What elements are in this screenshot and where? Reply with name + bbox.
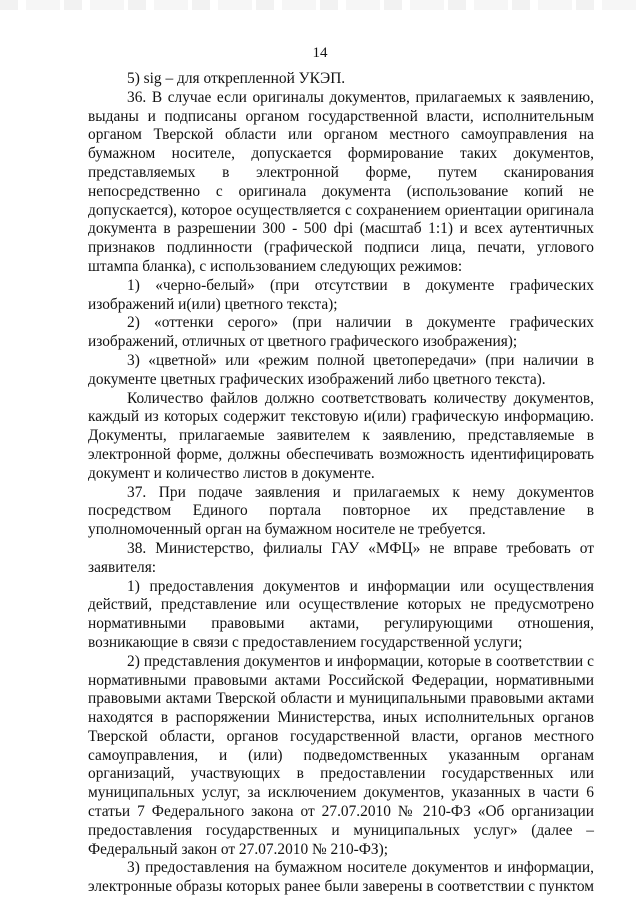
paragraph: 2) представления документов и информации, которые в соответствии с нормативными правовыми актами Российской Федерации, нормативными правовыми актами Тверской области и муниципальными правовыми актами находятся в распоряжении Министерства, иных исполнительных органов Тверской области, органов государственной власти, органов местного самоуправления, и (или) подведомственных указанным органам организаций, участвующих в предоставлении государственных или муниципальных услуг, за исключением документов, указанных в части 6 статьи 7 Федерального закона от 27.07.2010 № 210-ФЗ «Об организации предоставления государственных и муниципальных услуг» (далее – Федеральный закон от 27.07.2010 № 210-ФЗ); [88, 652, 594, 858]
document-body [88, 70, 594, 897]
page-number: 14 [312, 45, 328, 61]
paragraph: 38. Министерство, филиалы ГАУ «МФЦ» не вправе требовать от заявителя: [88, 539, 594, 576]
paragraph: 5) sig – для открепленной УКЭП. [127, 70, 346, 87]
paragraph: 3) «цветной» или «режим полной цветопередачи» (при наличии в документе цветных графических изображений либо цветного текста). [88, 351, 594, 388]
paragraph: 1) «черно-белый» (при отсутствии в документе графических изображений и(или) цветного текста); [88, 276, 594, 313]
scan-header-artifact [0, 0, 640, 10]
paragraph: Количество файлов должно соответствовать количеству документов, каждый из которых содержит текстовую и(или) графическую информацию. Документы, прилагаемые заявителем к заявлению, представляемые в электронной форме, должны обеспечивать возможность идентифицировать документ и количество листов в документе. [88, 389, 594, 482]
paragraph: 2) «оттенки серого» (при наличии в документе графических изображений, отличных от цветного графического изображения); [88, 314, 594, 351]
paragraph: 37. При подаче заявления и прилагаемых к нему документов посредством Единого портала повторное их представление в уполномоченный орган на бумажном носителе не требуется. [88, 483, 594, 539]
paragraph: 36. В случае если оригиналы документов, прилагаемых к заявлению, выданы и подписаны органом государственной власти, исполнительным органом Тверской области или органом местного самоуправления на бумажном носителе, допускается формирование таких документов, представляемых в электронной форме, путем сканирования непосредственно с оригинала документа (использование копий не допускается), которое осуществляется с сохранением ориентации оригинала документа в разрешении 300 - 500 dpi (масштаб 1:1) и всех аутентичных признаков подлинности (графической подписи лица, печати, углового штампа бланка), с использованием следующих режимов: [88, 88, 594, 275]
paragraph: 3) предоставления на бумажном носителе документов и информации, электронные образы которых ранее были заверены в соответствии с пунктом [88, 859, 595, 896]
paragraph: 1) предоставления документов и информации или осуществления действий, представление или осуществление которых не предусмотрено нормативными правовыми актами, регулирующими отношения, возникающие в связи с предоставлением государственной услуги; [88, 577, 594, 651]
